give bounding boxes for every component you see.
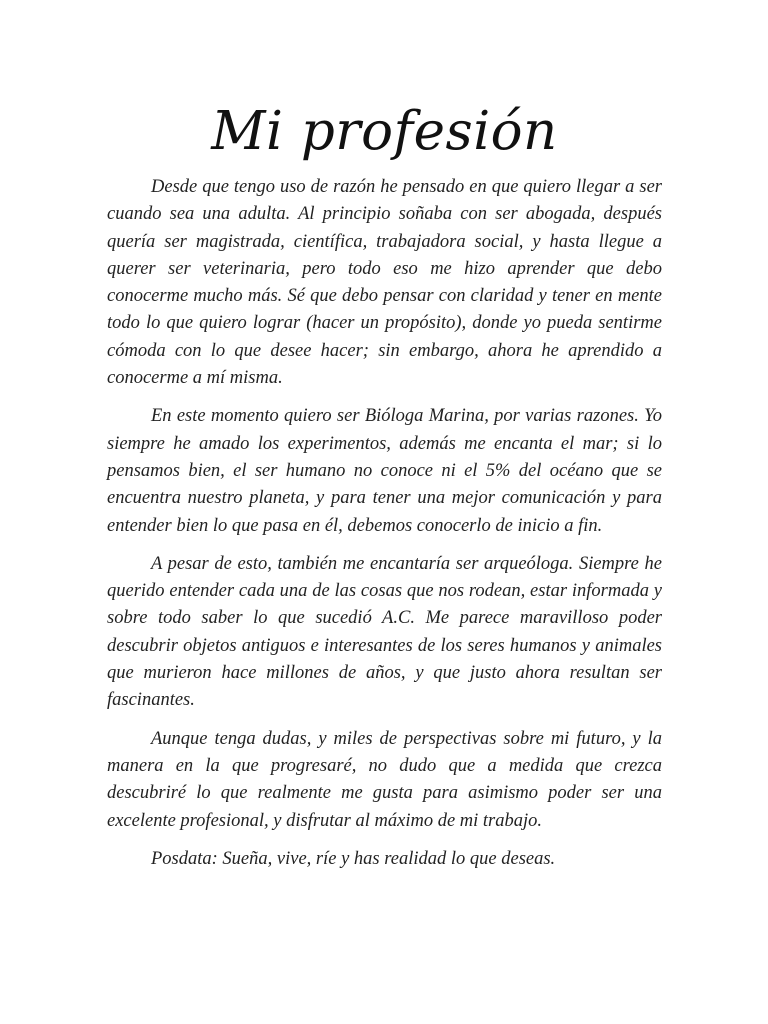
document-body	[107, 174, 662, 873]
paragraph-marine-biology: En este momento quiero ser Bióloga Marina, por varias razones. Yo siempre he amado los experimentos, además me encanta el mar; si lo pensamos bien, el ser humano no conoce ni el 5% del océano que se encuentra nuestro planeta, y para tener una mejor comunicación y para entender bien lo que pasa en él, debemos conocerlo de inicio a fin.	[107, 406, 662, 536]
paragraph-conclusion: Aunque tenga dudas, y miles de perspectivas sobre mi futuro, y la manera en la que progresaré, no dudo que a medida que crezca descubriré lo que realmente me gusta para asimismo poder ser una excelente profesional, y disfrutar al máximo de mi trabajo.	[107, 728, 662, 831]
paragraph-intro: Desde que tengo uso de razón he pensado en que quiero llegar a ser cuando sea una adulta. Al principio soñaba con ser abogada, después quería ser magistrada, científica, trabajadora social, y hasta llegue a querer ser veterinaria, pero todo eso me hizo aprender que debo conocerme mucho más. Sé que debo pensar con claridad y tener en mente todo lo que quiero lograr (hacer un propósito), donde yo pueda sentirme cómoda con lo que desee hacer; sin embargo, ahora he aprendido a conocerme a mí misma.	[107, 177, 662, 389]
paragraph-archaeology: A pesar de esto, también me encantaría ser arqueóloga. Siempre he querido entender cada una de las cosas que nos rodean, estar informada y sobre todo saber lo que sucedió A.C. Me parece maravilloso poder descubrir objetos antiguos e interesantes de los seres humanos y animales que murieron hace millones de años, y que justo ahora resultan ser fascinantes.	[107, 553, 662, 711]
paragraph-postscript: Posdata: Sueña, vive, ríe y has realidad lo que deseas.	[151, 848, 556, 869]
page-title: Mi profesión	[211, 101, 558, 162]
